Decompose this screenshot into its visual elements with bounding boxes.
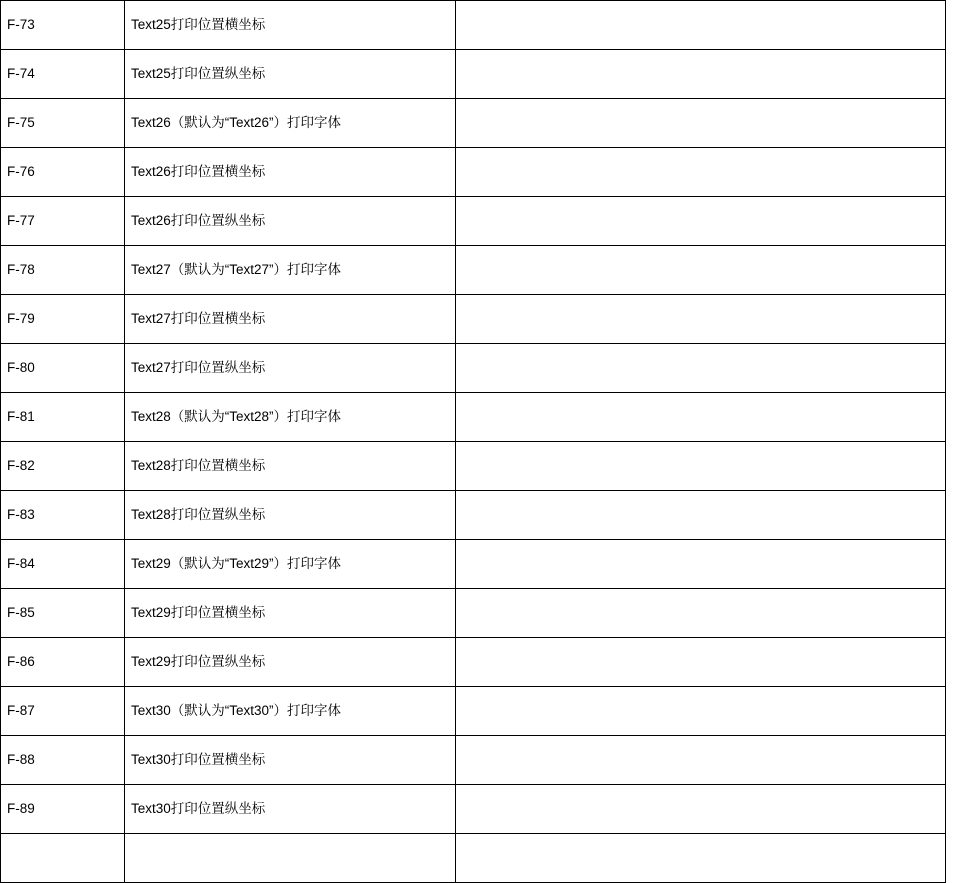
cell-description: Text26打印位置横坐标 [125,148,456,197]
cell-code: F-80 [1,344,125,393]
cell-code: F-77 [1,197,125,246]
cell-description: Text30（默认为“Text30”）打印字体 [125,687,456,736]
cell-value[interactable] [456,785,946,834]
cell-value[interactable] [456,589,946,638]
table-row [1,638,946,687]
cell-code: F-75 [1,99,125,148]
cell-value[interactable] [456,736,946,785]
cell-value[interactable] [456,246,946,295]
table-row [1,834,946,883]
cell-description: Text29打印位置纵坐标 [125,638,456,687]
cell-code: F-86 [1,638,125,687]
cell-description [125,834,456,883]
cell-code: F-87 [1,687,125,736]
cell-value[interactable] [456,197,946,246]
cell-description: Text28（默认为“Text28”）打印字体 [125,393,456,442]
cell-value[interactable] [456,148,946,197]
cell-value[interactable] [456,344,946,393]
cell-description: Text30打印位置横坐标 [125,736,456,785]
cell-description: Text26（默认为“Text26”）打印字体 [125,99,456,148]
cell-description: Text28打印位置纵坐标 [125,491,456,540]
cell-code: F-78 [1,246,125,295]
cell-value[interactable] [456,99,946,148]
cell-description: Text25打印位置纵坐标 [125,50,456,99]
cell-code: F-81 [1,393,125,442]
table-row [1,589,946,638]
cell-description: Text27打印位置横坐标 [125,295,456,344]
table-row [1,393,946,442]
cell-code: F-79 [1,295,125,344]
cell-code: F-84 [1,540,125,589]
cell-code [1,834,125,883]
table-row [1,344,946,393]
cell-description: Text29（默认为“Text29”）打印字体 [125,540,456,589]
cell-value[interactable] [456,540,946,589]
table-row [1,295,946,344]
cell-code: F-83 [1,491,125,540]
cell-value[interactable] [456,1,946,50]
cell-value[interactable] [456,687,946,736]
cell-code: F-73 [1,1,125,50]
cell-description: Text28打印位置横坐标 [125,442,456,491]
cell-description: Text27打印位置纵坐标 [125,344,456,393]
cell-code: F-74 [1,50,125,99]
cell-description: Text30打印位置纵坐标 [125,785,456,834]
table-row [1,785,946,834]
cell-value[interactable] [456,50,946,99]
cell-value[interactable] [456,393,946,442]
cell-value[interactable] [456,442,946,491]
cell-value[interactable] [456,295,946,344]
table-row [1,442,946,491]
cell-value[interactable] [456,638,946,687]
cell-description: Text25打印位置横坐标 [125,1,456,50]
table-row [1,197,946,246]
cell-description: Text27（默认为“Text27”）打印字体 [125,246,456,295]
table-row [1,540,946,589]
table-row [1,687,946,736]
cell-code: F-76 [1,148,125,197]
table-row [1,736,946,785]
table-row [1,246,946,295]
table-row [1,50,946,99]
table-row [1,1,946,50]
table-body [1,1,946,883]
cell-description: Text26打印位置纵坐标 [125,197,456,246]
table-row [1,99,946,148]
cell-code: F-85 [1,589,125,638]
cell-code: F-89 [1,785,125,834]
table-row [1,148,946,197]
cell-value[interactable] [456,834,946,883]
cell-code: F-88 [1,736,125,785]
cell-code: F-82 [1,442,125,491]
cell-description: Text29打印位置横坐标 [125,589,456,638]
cell-value[interactable] [456,491,946,540]
table-row [1,491,946,540]
